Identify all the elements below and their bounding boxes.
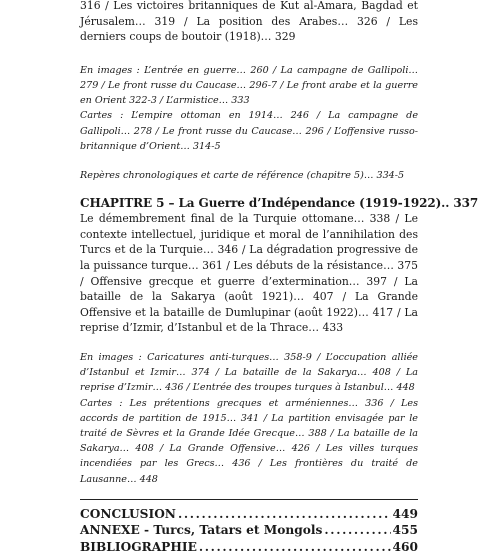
dot-leader xyxy=(178,506,391,523)
toc-entry-conclusion xyxy=(80,506,418,523)
chapter5-maps-list: Cartes : Les prétentions grecques et arméniennes… 336 / Les accords de partition de 1915… 341 / La partition envisagée par le traité de Sèvres et la Grande Idée Grecque… 388 / La bataille de la Sakarya… 408 / La Grande Offensive… 426 / Les villes turques incendiées par les Grecs… 436 / Les frontières du traité de Lausanne… 448 xyxy=(80,397,418,485)
chapter5-title: CHAPITRE 5 – La Guerre d’Indépendance (1919-1922).. 337 xyxy=(80,196,479,211)
table-of-contents-page xyxy=(80,0,479,556)
chapter5-images-list: En images : Caricatures anti-turques… 358-9 / L’occupation alliée d’Istanbul et Izmir… 374 / La bataille de la Sakarya… 408 / La reprise d’Izmir… 436 / L’entrée des troupes turques à Istanbul… 448 xyxy=(80,351,418,394)
toc-entry-page: 460 xyxy=(392,539,418,554)
dot-leader xyxy=(324,522,390,539)
dot-leader xyxy=(199,539,391,556)
toc-entry-bibliographie xyxy=(80,539,418,556)
toc-entry-label: ANNEXE - Turcs, Tatars et Mongols xyxy=(80,523,323,538)
chapter5-contents: Le démembrement final de la Turquie ottomane… 338 / Le contexte intellectuel, juridique et moral de l’annihilation des Turcs et de la Turquie… 346 / La dégradation progressive de la puissance turque… 361 / Les débuts de la résistance… 375 / Offensive grecque et guerre d’extermination… 397 / La bataille de la Sakarya (août 1921)… 407 / La Grande Offensive et la bataille de Dumlupinar (août 1922)… 417 / La reprise d’Izmir, d’Istanbul et de la Thrace… 433 xyxy=(80,212,418,335)
toc-entry-label: BIBLIOGRAPHIE xyxy=(80,539,197,554)
chapter4-contents-continued: 316 / Les victoires britanniques de Kut al-Amara, Bagdad et Jérusalem… 319 / La position des Arabes… 326 / Les derniers coups de boutoir (1918)… 329 xyxy=(80,0,418,44)
chapter4-maps-list: Cartes : L’empire ottoman en 1914… 246 / La campagne de Gallipoli… 278 / Le front russe du Caucase… 296 / L’offensive russo-britannique d’Orient… 314-5 xyxy=(80,110,418,152)
toc-entry-label: CONCLUSION xyxy=(80,506,176,521)
toc-entry-annexe xyxy=(80,522,418,539)
chronology-reference-line: Repères chronologiques et carte de référence (chapitre 5)… 334-5 xyxy=(80,170,405,181)
toc-entry-page: 449 xyxy=(392,506,418,521)
chapter4-images-list: En images : L’entrée en guerre… 260 / La campagne de Gallipoli… 279 / Le front russe du Caucase… 296-7 / Le front arabe et la guerre en Orient 322-3 / L’armistice… 333 xyxy=(80,64,418,107)
toc-entry-page: 455 xyxy=(392,523,418,538)
